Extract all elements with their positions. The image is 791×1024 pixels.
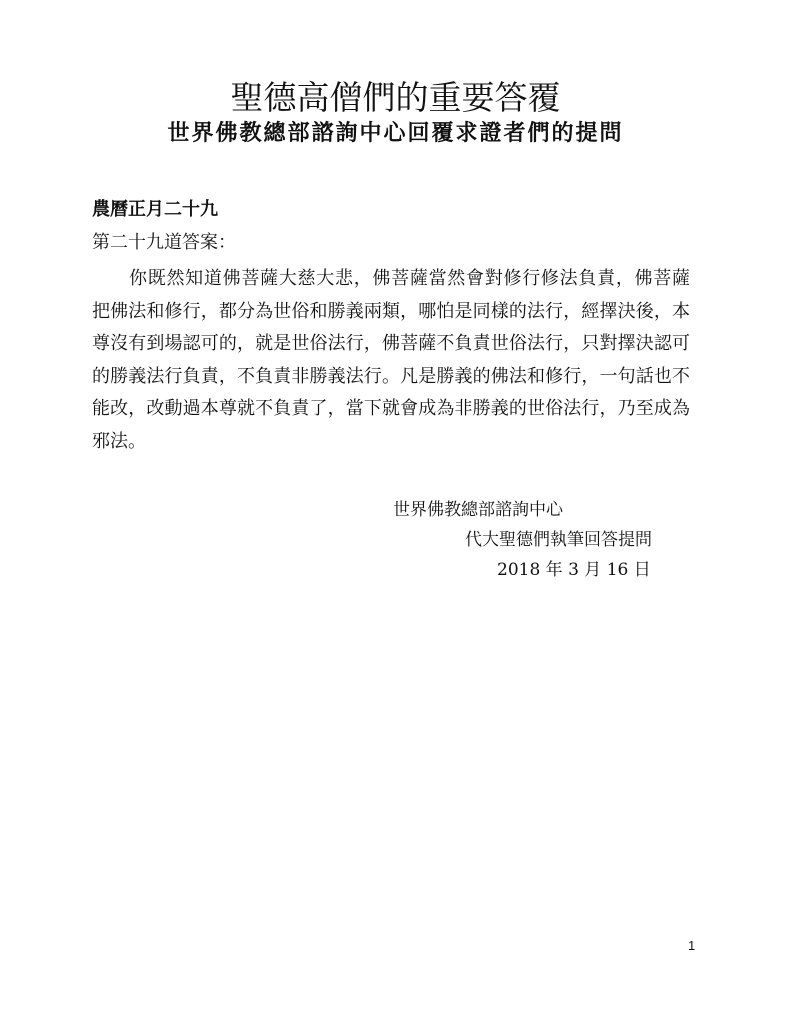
date-heading: 農曆正月二十九	[92, 199, 218, 220]
answer-label: 第二十九道答案：	[92, 232, 236, 253]
body-line: 尊沒有到場認可的，就是世俗法行，佛菩薩不負責世俗法行，只對擇決認可	[92, 333, 690, 354]
body-line: 的勝義法行負責，不負責非勝義法行。凡是勝義的佛法和修行，一句話也不	[92, 365, 690, 387]
page-number: 1	[688, 938, 696, 953]
document-title: 聖德高僧們的重要答覆	[230, 78, 561, 117]
body-line: 能改，改動過本尊就不負責了，當下就會成為非勝義的世俗法行，乃至成為	[92, 398, 690, 419]
body-line: 邪法。	[92, 430, 146, 452]
answer-body	[92, 263, 690, 458]
signature-date: 2018 年 3 月 16 日	[497, 560, 651, 580]
body-line: 把佛法和修行，都分為世俗和勝義兩類，哪怕是同樣的法行，經擇決後，本	[92, 300, 690, 322]
body-line: 你既然知道佛菩薩大慈大悲，佛菩薩當然會對修行修法負責，佛菩薩	[129, 268, 690, 289]
signature-role: 代大聖德們執筆回答提問	[465, 530, 652, 550]
document-subtitle: 世界佛教總部諮詢中心回覆求證者們的提問	[167, 120, 624, 146]
signature-organization: 世界佛教總部諮詢中心	[393, 500, 563, 520]
